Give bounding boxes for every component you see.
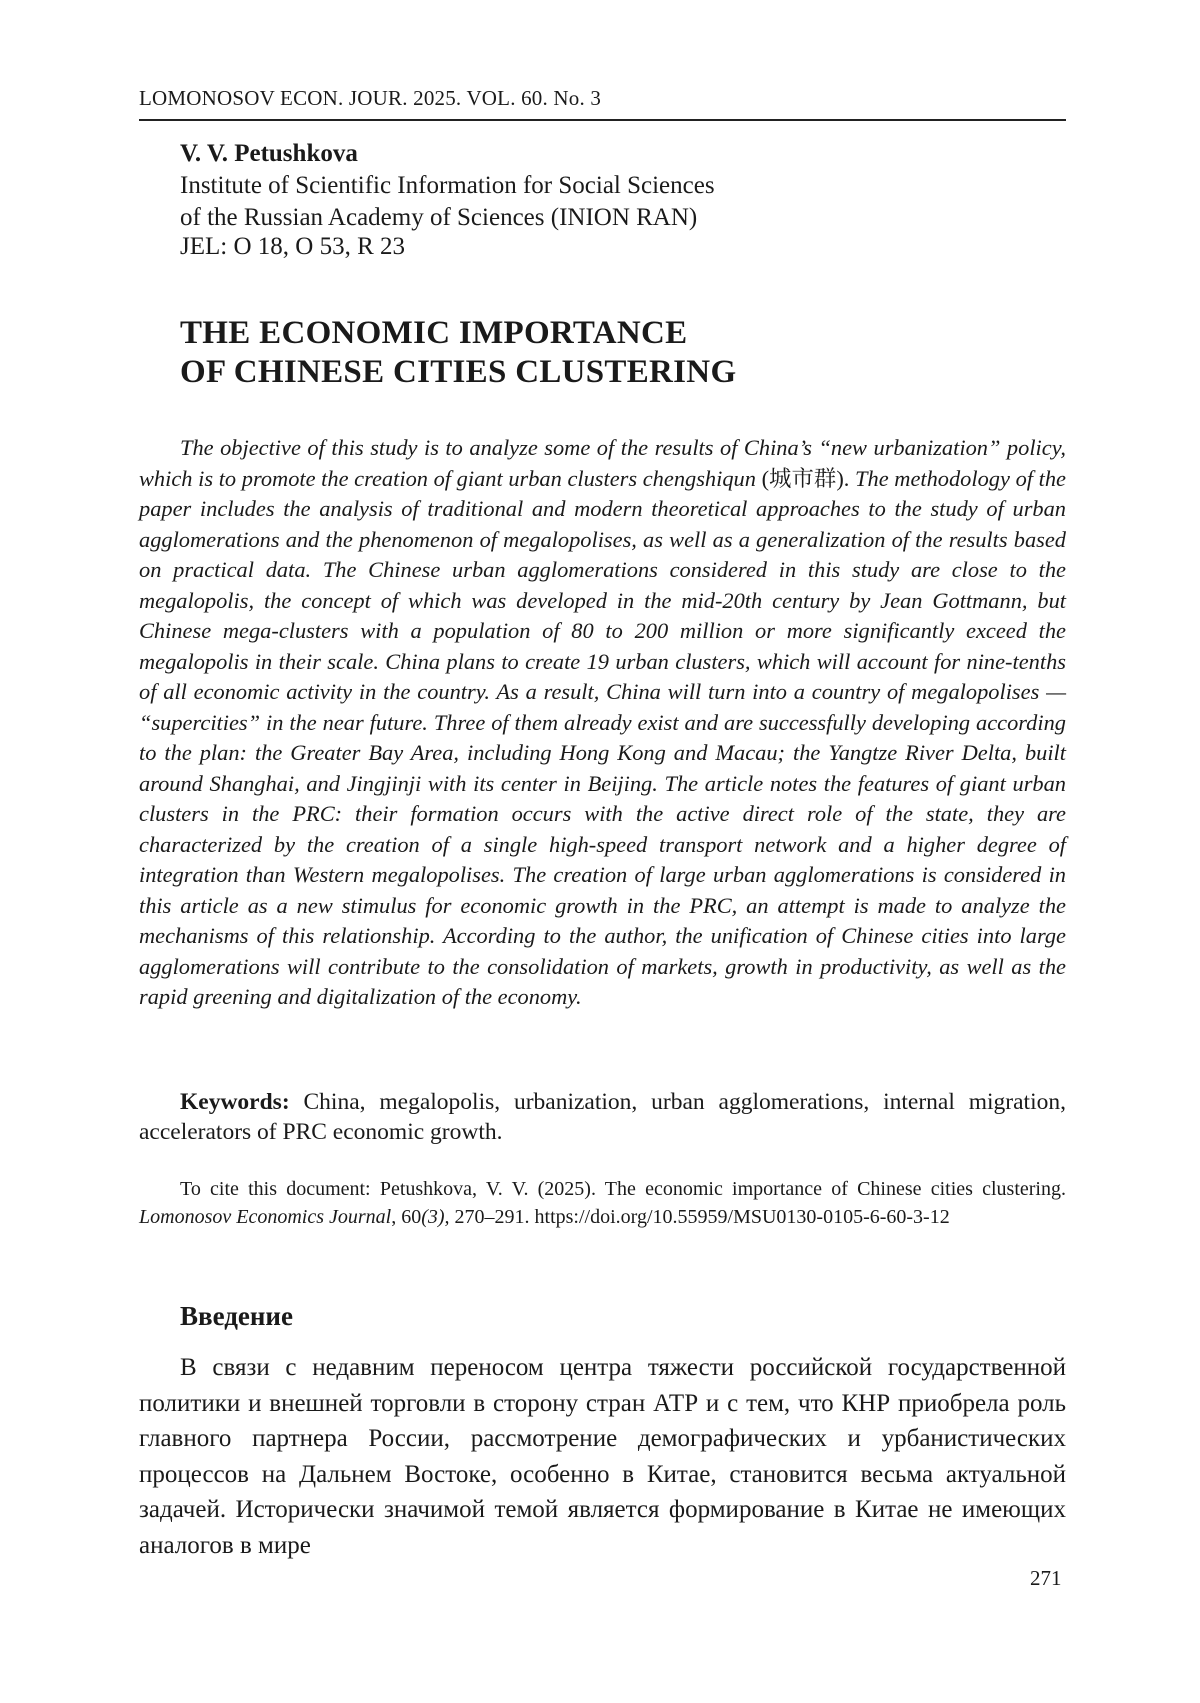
abstract-chinese-term: (城市群). (761, 465, 850, 491)
affiliation-line-1: Institute of Scientific Information for Social Sciences (180, 172, 715, 199)
page-number: 271 (1030, 1566, 1062, 1590)
keywords-text: China, megalopolis, urbanization, urban agglomerations, internal migration, accelerators of PRC economic growth. (139, 1089, 1066, 1145)
citation (139, 1175, 1066, 1231)
citation-volume: , 60 (391, 1206, 422, 1228)
header-rule (139, 119, 1066, 121)
title-line-2: OF CHINESE CITIES CLUSTERING (180, 354, 737, 390)
affiliation-line-2: of the Russian Academy of Sciences (INION RAN) (180, 204, 698, 231)
abstract-part-2: The methodology of the paper includes the analysis of traditional and modern theoretical approaches to the study of urban agglomerations and the phenomenon of megalopolises, as well as a generalization of the results based on practical data. The Chinese urban agglomerations considered in this study are close to the megalopolis, the concept of which was developed in the mid-20th century by Jean Gottmann, but Chinese mega-clusters with a population of 80 to 200 million or more significantly exceed the megalopolis in their scale. China plans to create 19 urban clusters, which will account for nine-tenths of all economic activity in the country. As a result, China will turn into a country of megalopolises — “supercities” in the near future. Three of them already exist and are successfully developing according to the plan: the Greater Bay Area, including Hong Kong and Macau; the Yangtze River Delta, built around Shanghai, and Jingjinji with its center in Beijing. The article notes the features of giant urban clusters in the PRC: their formation occurs with the active direct role of the state, they are characterized by the creation of a single high-speed transport network and a higher degree of integration than Western megalopolises. The creation of large urban agglomerations is considered in this article as a new stimulus for economic growth in the PRC, an attempt is made to analyze the mechanisms of this relationship. According to the author, the unification of Chinese cities into large agglomerations will contribute to the consolidation of markets, growth in productivity, as well as the rapid greening and digitalization of the economy. (139, 465, 1066, 1009)
abstract (139, 433, 1066, 1013)
citation-prefix: To cite this document: Petushkova, V. V. (2025). The economic importance of Chinese cities clustering. (180, 1178, 1066, 1200)
keywords (139, 1087, 1066, 1147)
author-block (180, 138, 715, 234)
author-name: V. V. Petushkova (180, 140, 358, 167)
article-title (180, 314, 736, 392)
section-heading: Введение (180, 1301, 293, 1331)
citation-suffix: 270–291. https://doi.org/10.55959/MSU0130-0105-6-60-3-12 (449, 1206, 950, 1228)
abstract-part-1: The objective of this study is to analyze some of the results of China’s “new urbanization” policy, which is to promote the creation of giant urban clusters chengshiqun (139, 435, 1066, 491)
title-line-1: THE ECONOMIC IMPORTANCE (180, 315, 688, 351)
running-header: LOMONOSOV ECON. JOUR. 2025. VOL. 60. No. 3 (139, 86, 602, 110)
jel-codes: JEL: O 18, O 53, R 23 (180, 233, 405, 260)
citation-journal: Lomonosov Economics Journal (139, 1206, 392, 1228)
body-paragraph: В связи с недавним переносом центра тяжести российской государственной политики и внешней торговли в сторону стран АТР и с тем, что КНР приобрела роль главного партнера России, рассмотрение демографических и урбанистических процессов на Дальнем Востоке, особенно в Китае, становится весьма актуальной задачей. Исторически значимой темой является формирование в Китае не имеющих аналогов в мире (139, 1354, 1066, 1559)
keywords-label: Keywords: (180, 1089, 290, 1115)
citation-issue: (3), (421, 1206, 450, 1228)
